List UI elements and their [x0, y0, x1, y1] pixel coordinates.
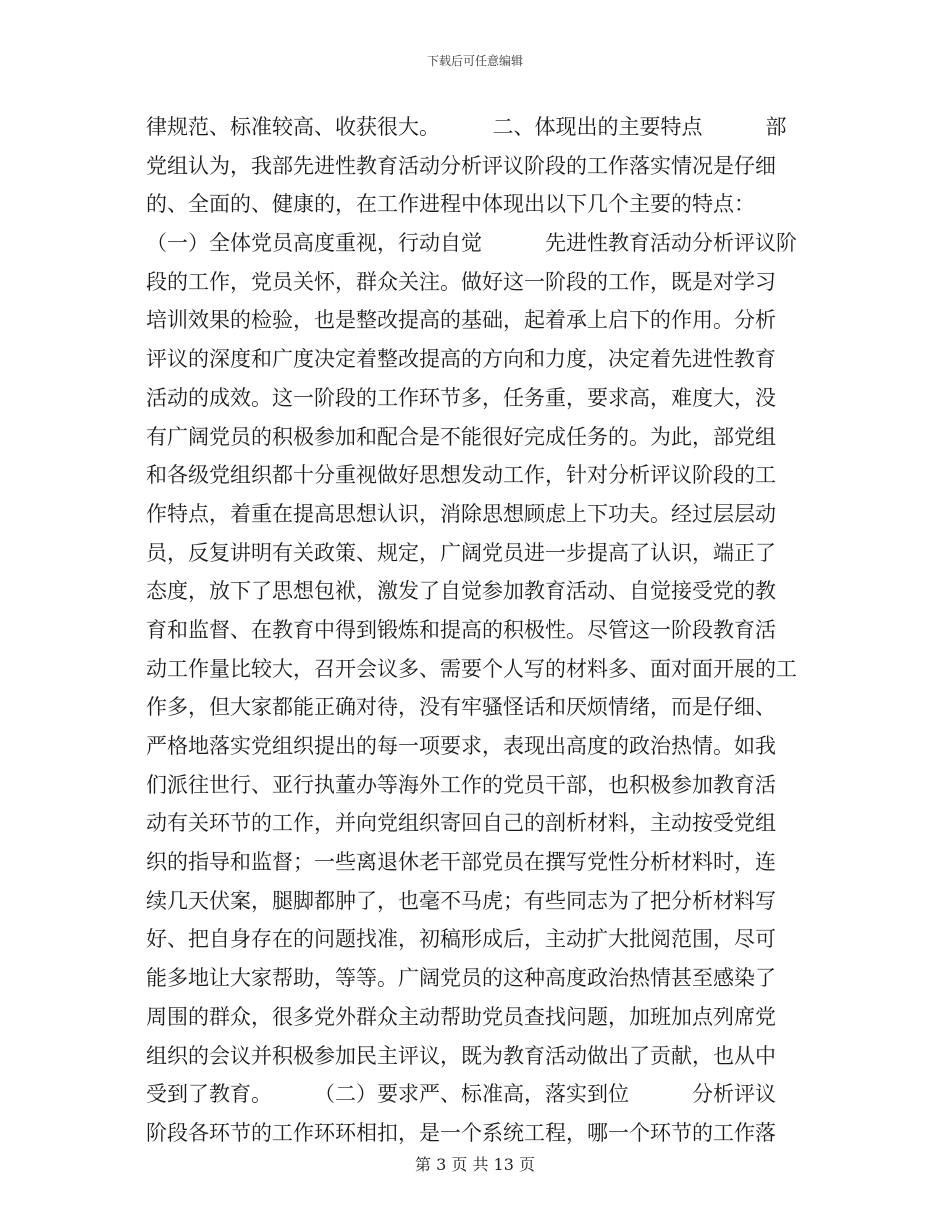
text-line: 育和监督、在教育中得到锻炼和提高的积极性。尽管这一阶段教育活: [146, 617, 776, 642]
text-line: 严格地落实党组织提出的每一项要求，表现出高度的政治热情。如我: [146, 734, 776, 758]
text-line: 阶段各环节的工作环环相扣，是一个系统工程，哪一个环节的工作落: [146, 1120, 776, 1145]
text-line: 有广阔党员的积极参加和配合是不能很好完成任务的。为此，部党组: [146, 424, 776, 449]
text-line: （一）全体党员高度重视，行动自觉 先进性教育活动分析评议阶: [146, 231, 797, 256]
text-line: 能多地让大家帮助，等等。广阔党员的这种高度政治热情甚至感染了: [146, 966, 776, 991]
text-line: 们派往世行、亚行执董办等海外工作的党员干部，也积极参加教育活: [146, 772, 776, 797]
text-line: 评议的深度和广度决定着整改提高的方向和力度，决定着先进性教育: [146, 347, 776, 372]
page-header: 下载后可任意编辑: [426, 54, 523, 68]
text-line: 续几天伏案，腿脚都肿了，也毫不马虎；有些同志为了把分析材料写: [146, 888, 776, 913]
text-line: 作特点，着重在提高思想认识，消除思想顾虑上下功夫。经过层层动: [146, 501, 776, 526]
text-line: 活动的成效。这一阶段的工作环节多，任务重，要求高，难度大，没: [146, 385, 776, 410]
text-line: 作多，但大家都能正确对待，没有牢骚怪话和厌烦情绪，而是仔细、: [146, 695, 776, 720]
text-line: 态度，放下了思想包袱，激发了自觉参加教育活动、自觉接受党的教: [146, 579, 776, 604]
text-line: 员，反复讲明有关政策、规定，广阔党员进一步提高了认识，端正了: [146, 540, 776, 565]
document-body: [146, 108, 806, 1153]
text-line: 织的指导和监督；一些离退休老干部党员在撰写党性分析材料时，连: [146, 850, 776, 875]
text-line: 好、把自身存在的问题找准，初稿形成后，主动扩大批阅范围，尽可: [146, 927, 776, 952]
page-footer: 第 3 页 共 13 页: [415, 1155, 535, 1174]
text-line: 培训效果的检验，也是整改提高的基础，起着承上启下的作用。分析: [146, 308, 776, 333]
text-line: 段的工作，党员关怀，群众关注。做好这一阶段的工作，既是对学习: [146, 269, 776, 294]
text-line: 党组认为，我部先进性教育活动分析评议阶段的工作落实情况是仔细: [146, 153, 776, 178]
text-line: 组织的会议并积极参加民主评议，既为教育活动做出了贡献，也从中: [146, 1043, 776, 1068]
text-line: 的、全面的、健康的，在工作进程中体现出以下几个主要的特点：: [146, 192, 755, 217]
text-line: 周围的群众，很多党外群众主动帮助党员查找问题，加班加点列席党: [146, 1004, 776, 1029]
text-line: 受到了教育。 （二）要求严、标准高，落实到位 分析评议: [146, 1082, 776, 1107]
text-line: 和各级党组织都十分重视做好思想发动工作，针对分析评议阶段的工: [146, 463, 776, 488]
text-line: 律规范、标准较高、收获很大。 二、体现出的主要特点 部: [146, 115, 787, 139]
text-line: 动工作量比较大，召开会议多、需要个人写的材料多、面对面开展的工: [146, 656, 797, 681]
text-line: 动有关环节的工作，并向党组织寄回自己的剖析材料，主动按受党组: [146, 811, 776, 836]
